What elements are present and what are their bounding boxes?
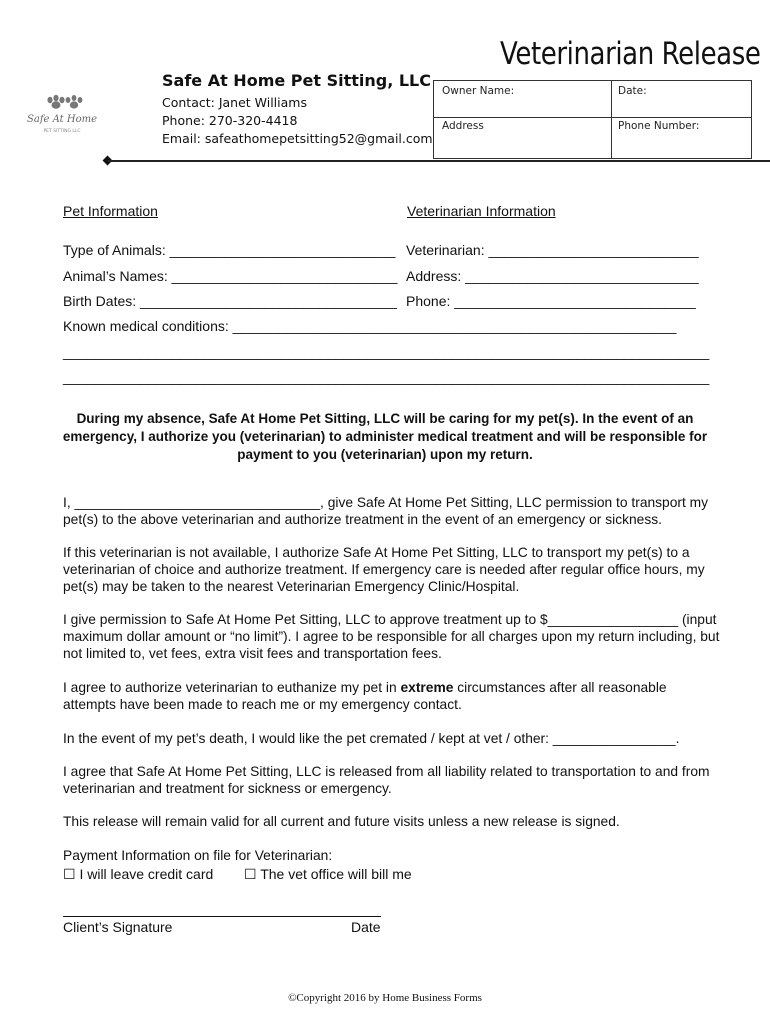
medical-conditions-line[interactable]: ___________________________________________________________________________________ (63, 369, 710, 385)
payment-info-label: Payment Information on file for Veterinarian: (63, 848, 333, 863)
pet-information-heading: Pet Information (63, 203, 158, 219)
date-field[interactable]: Date: (618, 85, 647, 97)
copyright-footer: ©Copyright 2016 by Home Business Forms (288, 992, 482, 1004)
treatment-limit-paragraph: I give permission to Safe At Home Pet Sitting, LLC to approve treatment up to $_________________ (input maximum dollar amount or “no limit”). I agree to be responsible for all charges upon my return including, but not limited to, vet fees, extra visit fees and transportation fees. (63, 612, 720, 661)
authorization-notice: During my absence, Safe At Home Pet Sitting, LLC will be caring for my pet(s). In the event of an emergency, I authorize you (veterinarian) to administer medical treatment and will be responsible for payment to you (veterinarian) upon my return. (62, 411, 708, 462)
euthanasia-paragraph: I agree to authorize veterinarian to euthanize my pet in extreme circumstances after all reasonable attempts have been made to reach me or my emergency contact. (63, 680, 667, 712)
birth-dates-field[interactable]: Birth Dates: _________________________________ (63, 293, 397, 309)
veterinarian-information-heading: Veterinarian Information (407, 203, 556, 219)
extreme-emphasis: extreme (400, 680, 454, 695)
company-contact-block (162, 94, 433, 148)
veterinarian-field[interactable]: Veterinarian: ___________________________ (406, 242, 699, 258)
transport-permission-paragraph: I, ________________________________, give Safe At Home Pet Sitting, LLC permission to transport my pet(s) to the above veterinarian and authorize treatment in the event of an emergency or sickness. (63, 495, 709, 527)
client-signature-label: Client’s Signature (63, 919, 173, 935)
address-field[interactable]: Address (442, 120, 484, 132)
owner-name-field[interactable]: Owner Name: (442, 85, 515, 97)
document-title: Veterinarian Release (500, 36, 761, 72)
phone-number-field[interactable]: Phone Number: (618, 120, 700, 132)
animals-names-field[interactable]: Animal’s Names: _____________________________ (63, 268, 398, 284)
signature-line[interactable] (63, 916, 381, 917)
pet-death-paragraph: In the event of my pet’s death, I would like the pet cremated / kept at vet / other: ________________. (63, 731, 680, 746)
svg-text:PET SITTING LLC: PET SITTING LLC (43, 129, 81, 134)
contact-name: Contact: Janet Williams (162, 95, 307, 110)
vet-address-field[interactable]: Address: ______________________________ (406, 268, 699, 284)
contact-phone: Phone: 270-320-4418 (162, 113, 298, 128)
liability-release-paragraph: I agree that Safe At Home Pet Sitting, LLC is released from all liability related to transportation to and from veterinarian and treatment for sickness or emergency. (63, 764, 710, 796)
contact-email: Email: safeathomepetsitting52@gmail.com (162, 131, 433, 146)
signature-date-label: Date (351, 919, 381, 935)
credit-card-checkbox[interactable]: ☐ I will leave credit card (63, 866, 214, 882)
vet-bill-checkbox[interactable]: ☐ The vet office will bill me (244, 866, 412, 882)
vet-phone-field[interactable]: Phone: _______________________________ (406, 293, 696, 309)
paw-logo-icon (26, 94, 98, 138)
validity-paragraph: This release will remain valid for all current and future visits unless a new release is signed. (63, 814, 620, 829)
medical-conditions-line[interactable]: ___________________________________________________________________________________ (63, 344, 710, 360)
type-of-animals-field[interactable]: Type of Animals: _____________________________ (63, 242, 396, 258)
alternate-vet-paragraph: If this veterinarian is not available, I authorize Safe At Home Pet Sitting, LLC to transport my pet(s) to a veterinarian of choice and authorize treatment. If emergency care is needed after regular office hours, my pet(s) may be taken to the nearest Veterinarian Emergency Clinic/Hospital. (63, 545, 705, 594)
owner-info-table (433, 80, 752, 159)
known-medical-conditions-field[interactable]: Known medical conditions: _________________________________________________________ (63, 318, 677, 334)
svg-text:Safe At Home: Safe At Home (27, 114, 97, 125)
header-divider (108, 160, 770, 162)
company-name: Safe At Home Pet Sitting, LLC (162, 71, 431, 90)
